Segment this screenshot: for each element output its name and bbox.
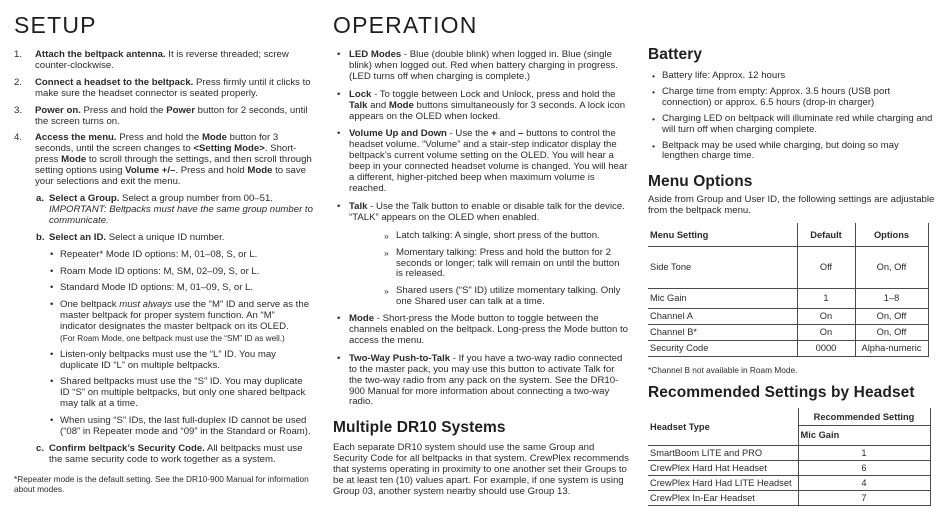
table-header-row [648, 408, 930, 425]
multiple-dr10-body: Each separate DR10 system should use the same Group and Security Code for all beltpacks in that system. CrewPlex recommends that systems operating in proximity to one another set their Groups to be at least ten (10) values apart. For example, if one system is using Group 03, another system nearby should use Group 13. [333, 442, 629, 497]
recommended-title: Recommended Settings by Headset [648, 384, 915, 402]
cell-setting: Channel B* [648, 324, 797, 340]
step-text: Connect a headset to the beltpack. Press firmly until it clicks to make sure the headset connector is seated properly. [35, 76, 311, 99]
operation-bullet-two-way [333, 354, 629, 409]
bullet-glyph: • [337, 49, 341, 60]
bullet-glyph: • [652, 86, 656, 97]
setup-step-1 [14, 50, 313, 72]
cell-mic-gain: 1 [798, 445, 930, 460]
id-bullet [50, 377, 313, 410]
substep-letter: c. [36, 442, 45, 454]
cell-default: On [797, 308, 855, 324]
table-row [648, 445, 930, 460]
recommended-table [648, 408, 931, 506]
sub-bullet-text: Momentary talking: Press and hold the button for 2 seconds or longer; talk will remain on until the button is released. [396, 246, 620, 280]
step-number: 1. [14, 49, 23, 60]
step-text: Access the menu. Press and hold the Mode button for 3 seconds, until the screen changes to <Setting Mode>. Short-press Mode to scroll through the settings, and then scroll through setting options using Volume +/–. Press and hold Mode to save your selections and exit the menu. [35, 132, 312, 188]
header-options: Options [855, 223, 928, 246]
id-bullet [50, 283, 313, 294]
cell-mic-gain: 7 [798, 490, 930, 505]
menu-options-intro: Aside from Group and User ID, the following settings are adjustable from the beltpack menu. [648, 194, 935, 217]
cell-headset: CrewPlex Hard Hat Headset [648, 460, 798, 475]
substep-letter: b. [36, 231, 45, 243]
table-header-row [648, 223, 928, 246]
operation-bullet-mode [333, 314, 629, 347]
setup-substep-a [36, 194, 313, 227]
sub-bullet-glyph: » [384, 230, 389, 241]
cell-setting: Mic Gain [648, 288, 797, 308]
channel-b-footnote: *Channel B not available in Roam Mode. [648, 364, 798, 375]
bullet-text: When using “S” IDs, the last full-duplex ID cannot be used (“08” in Repeater mode and “09” in the Standard or Roam). [60, 415, 311, 438]
table-row [648, 288, 928, 308]
setup-step-2 [14, 78, 313, 100]
talk-sub-momentary [384, 248, 629, 281]
battery-bullet [648, 141, 936, 163]
id-bullet [50, 300, 313, 343]
battery-bullet [648, 114, 936, 136]
operation-bullet-led-modes [333, 50, 629, 83]
battery-bullet [648, 71, 936, 82]
bullet-text: Roam Mode ID options: M, SM, 02–09, S, or L. [60, 265, 260, 277]
menu-options-title: Menu Options [648, 173, 753, 191]
cell-default: 0000 [797, 340, 855, 356]
header-default: Default [797, 223, 855, 246]
step-number: 3. [14, 104, 23, 116]
bullet-glyph: • [337, 128, 341, 140]
setup-footnote: *Repeater mode is the default setting. See the DR10-900 Manual for information about modes. [14, 473, 309, 494]
bullet-glyph: • [652, 71, 656, 81]
setup-section [14, 12, 313, 494]
bullet-text: Charging LED on beltpack will illuminate red while charging and will turn off when charging complete. [662, 112, 933, 135]
table-row [648, 308, 928, 324]
cell-options: On, Off [855, 324, 928, 340]
bullet-glyph: • [652, 140, 656, 151]
multiple-dr10-title: Multiple DR10 Systems [333, 419, 506, 437]
sub-bullet-glyph: » [384, 286, 389, 297]
cell-default: Off [797, 246, 855, 288]
bullet-text: Charge time from empty: Approx. 3.5 hours (USB port connection) or approx. 6.5 hours (drop-in charger) [662, 85, 891, 108]
table-row [648, 460, 930, 475]
cell-default: 1 [797, 288, 855, 308]
header-recommended-setting: Recommended Setting [798, 408, 930, 425]
operation-bullet-talk [333, 202, 629, 224]
bullet-glyph: • [652, 113, 656, 124]
bullet-text: Mode - Short-press the Mode button to toggle between the channels enabled on the beltpack. Long-press the Mode button to access the menu. [349, 313, 628, 346]
table-row [648, 324, 928, 340]
bullet-text: Listen-only beltpacks must use the “L” ID. You may duplicate ID “L” on multiple beltpacks. [60, 348, 276, 371]
bullet-glyph: • [50, 299, 54, 311]
operation-title: OPERATION [333, 12, 478, 38]
cell-headset: CrewPlex Hard Had LITE Headset [648, 475, 798, 490]
bullet-glyph: • [50, 376, 54, 388]
table-row [648, 475, 930, 490]
id-bullet [50, 250, 313, 261]
bullet-glyph: • [50, 415, 54, 427]
cell-setting: Security Code [648, 340, 797, 356]
substep-text: Select a Group. Select a group number from 00–51. IMPORTANT: Beltpacks must have the same group number to communicate. [49, 192, 313, 226]
sub-bullet-glyph: » [384, 247, 389, 258]
sub-bullet-text: Latch talking: A single, short press of the button. [396, 229, 600, 241]
cell-setting: Side Tone [648, 246, 797, 288]
bullet-text: Battery life: Approx. 12 hours [662, 70, 786, 81]
right-section [648, 46, 936, 506]
sub-bullet-text: Shared users (“S” ID) utilize momentary talking. Only one Shared user can talk at a time. [396, 285, 621, 308]
bullet-glyph: • [50, 348, 54, 360]
bullet-glyph: • [50, 265, 54, 277]
cell-options: 1–8 [855, 288, 928, 308]
id-bullet [50, 416, 313, 438]
step-text: Power on. Press and hold the Power button for 2 seconds, until the screen turns on. [35, 104, 308, 127]
cell-headset: CrewPlex In-Ear Headset [648, 490, 798, 505]
bullet-text: Repeater* Mode ID options: M, 01–08, S, or L. [60, 248, 258, 260]
substep-text: Confirm beltpack’s Security Code. All beltpacks must use the same security code to work together as a system. [49, 442, 303, 465]
battery-title: Battery [648, 46, 703, 63]
bullet-text: One beltpack must always use the “M” ID and serve as the master beltpack for proper system function. An “M” indicator designates the master beltpack on its OLED. (For Roam Mode, one beltpack must use the “SM” ID as well.) [60, 299, 310, 344]
cell-mic-gain: 6 [798, 460, 930, 475]
bullet-text: Talk - Use the Talk button to enable or disable talk for the device. “TALK” appears on the OLED when enabled. [349, 200, 625, 223]
setup-substep-c [36, 444, 313, 466]
setup-step-4 [14, 133, 313, 188]
cell-headset: SmartBoom LITE and PRO [648, 445, 798, 460]
setup-substep-b [36, 233, 313, 244]
header-mic-gain: Mic Gain [798, 425, 930, 445]
cell-setting: Channel A [648, 308, 797, 324]
operation-section [333, 12, 629, 498]
substep-text: Select an ID. Select a unique ID number. [49, 231, 225, 243]
step-number: 4. [14, 132, 23, 144]
bullet-glyph: • [337, 352, 341, 364]
cell-mic-gain: 4 [798, 475, 930, 490]
bullet-glyph: • [50, 248, 54, 260]
menu-options-table [648, 223, 929, 357]
table-row [648, 490, 930, 505]
setup-title: SETUP [14, 12, 97, 38]
header-menu-setting: Menu Setting [648, 223, 797, 246]
id-bullet [50, 350, 313, 372]
bullet-text: Lock - To toggle between Lock and Unlock, press and hold the Talk and Mode buttons simultaneously for 3 seconds. A lock icon appears on the OLED when locked. [349, 88, 626, 122]
cell-options: On, Off [855, 308, 928, 324]
substep-letter: a. [36, 192, 45, 204]
bullet-text: Beltpack may be used while charging, but doing so may lengthen charge time. [662, 139, 899, 162]
bullet-glyph: • [337, 200, 341, 212]
bullet-text: Two-Way Push-to-Talk - If you have a two-way radio connected to the master pack, you may use this button to activate Talk for the two-way radio from any pack on the system. See the DR10-900 Manual for more information about connecting a two-way radio. [349, 352, 623, 408]
bullet-text: Shared beltpacks must use the “S” ID. You may duplicate ID “S” on multiple beltpacks, but only one shared beltpack may talk at a time. [60, 376, 306, 410]
bullet-glyph: • [337, 88, 341, 100]
battery-bullet [648, 87, 936, 109]
setup-step-3 [14, 106, 313, 128]
step-text: Attach the beltpack antenna. It is reverse threaded; screw counter-clockwise. [35, 49, 289, 71]
id-bullet [50, 267, 313, 278]
bullet-text: LED Modes - Blue (double blink) when logged in. Blue (single blink) when logged out. Red when battery charging in progress. (LED turns off when charging is complete.) [349, 49, 618, 82]
bullet-text: Volume Up and Down - Use the + and – buttons to control the headset volume. “Volume” and a stair-step indicator display the beltpack’s current volume setting on the OLED. You will hear a beep in your connected headset volume is changed. You will hear a different, higher-pitched beep when maximum volume is reached. [349, 128, 628, 194]
bullet-glyph: • [337, 313, 341, 325]
cell-default: On [797, 324, 855, 340]
step-number: 2. [14, 76, 23, 88]
talk-sub-shared [384, 286, 629, 308]
cell-options: Alpha-numeric [855, 340, 928, 356]
operation-bullet-lock [333, 90, 629, 123]
header-headset-type: Headset Type [648, 408, 798, 445]
table-row [648, 340, 928, 356]
table-row [648, 246, 928, 288]
cell-options: On, Off [855, 246, 928, 288]
talk-sub-latch [384, 231, 629, 242]
operation-bullet-volume [333, 129, 629, 194]
bullet-glyph: • [50, 282, 54, 294]
bullet-text: Standard Mode ID options: M, 01–09, S, or L. [60, 282, 254, 294]
